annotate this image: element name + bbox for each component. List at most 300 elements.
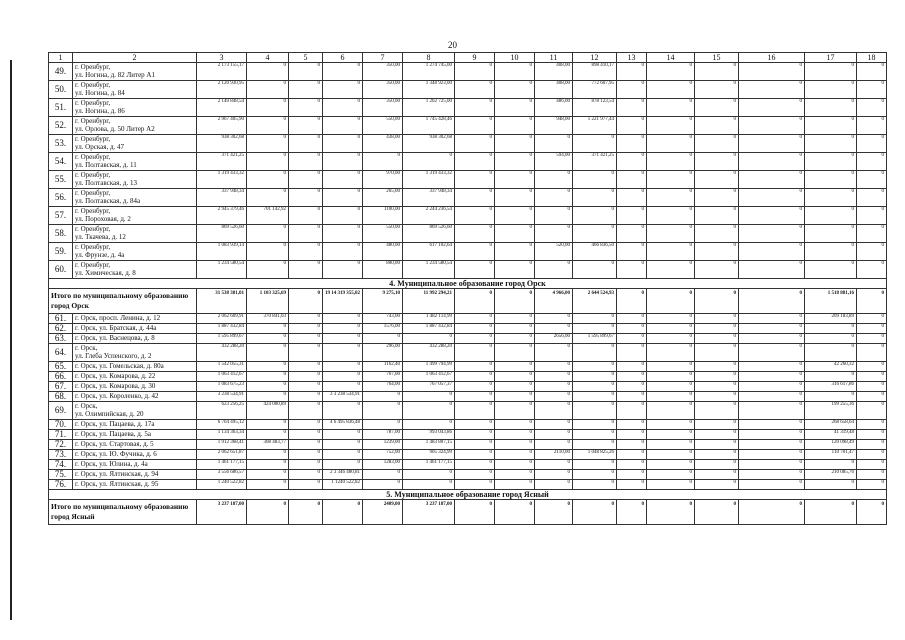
- value-cell: 1 063 412,67: [197, 372, 247, 382]
- value-cell: 0: [495, 420, 535, 430]
- value-cell: 0: [247, 344, 289, 362]
- address-line: ул. Ногина, д. 84: [75, 89, 125, 97]
- column-number: 5: [289, 53, 323, 63]
- value-cell: 0: [695, 460, 739, 470]
- value-cell: 0: [535, 171, 573, 189]
- value-cell: 938 302,68: [197, 135, 247, 153]
- value-cell: 0: [289, 392, 323, 402]
- value-cell: 0: [247, 334, 289, 344]
- value-cell: 0: [695, 81, 739, 99]
- row-number: 63.: [49, 334, 73, 344]
- value-cell: 0: [247, 135, 289, 153]
- value-cell: 0: [363, 470, 403, 480]
- value-cell: 0: [805, 225, 857, 243]
- value-cell: 869 526,60: [197, 225, 247, 243]
- total-value-cell: 0: [455, 289, 495, 314]
- value-cell: 0: [573, 207, 617, 225]
- value-cell: 0: [617, 324, 647, 334]
- table-row: [49, 81, 887, 99]
- value-cell: 800,00: [363, 261, 403, 279]
- value-cell: 0: [573, 402, 617, 420]
- address-cell: [73, 207, 197, 225]
- value-cell: 0: [805, 153, 857, 171]
- value-cell: 6 764 495,12: [197, 420, 247, 430]
- value-cell: 0: [455, 430, 495, 440]
- value-cell: 0: [739, 63, 805, 81]
- value-cell: 0: [495, 392, 535, 402]
- value-cell: 0: [363, 402, 403, 420]
- value-cell: 0: [495, 135, 535, 153]
- value-cell: 0: [289, 334, 323, 344]
- value-cell: 0: [857, 261, 887, 279]
- address-line: г. Оренбург,: [75, 63, 111, 71]
- value-cell: 0: [323, 207, 363, 225]
- address-cell: [73, 480, 197, 490]
- value-cell: 0: [739, 324, 805, 334]
- row-number: 49.: [49, 63, 73, 81]
- value-cell: 0: [857, 450, 887, 460]
- section-heading: 4. Муниципальное образование город Орск: [49, 279, 887, 289]
- value-cell: 0: [617, 372, 647, 382]
- value-cell: 0: [617, 480, 647, 490]
- value-cell: 0: [495, 314, 535, 324]
- value-cell: 0: [247, 420, 289, 430]
- address-cell: [73, 153, 197, 171]
- value-cell: 0: [495, 63, 535, 81]
- value-cell: 0: [363, 480, 403, 490]
- total-value-cell: 0: [289, 289, 323, 314]
- address-line: г. Орск, ул. Гомельская, д. 80а: [75, 362, 164, 370]
- value-cell: 0: [455, 261, 495, 279]
- total-value-cell: 0: [535, 500, 573, 525]
- value-cell: 0: [247, 460, 289, 470]
- value-cell: 0: [403, 420, 455, 430]
- column-number: 7: [363, 53, 403, 63]
- value-cell: 0: [617, 402, 647, 420]
- value-cell: 371 421,25: [197, 153, 247, 171]
- value-cell: 0: [617, 344, 647, 362]
- table-row: [49, 392, 887, 402]
- value-cell: 0: [695, 344, 739, 362]
- total-value-cell: 0: [573, 500, 617, 525]
- value-cell: 0: [647, 99, 695, 117]
- total-value-cell: 31 538 381,01: [197, 289, 247, 314]
- value-cell: 0: [857, 420, 887, 430]
- value-cell: 0: [455, 392, 495, 402]
- table-row: [49, 450, 887, 460]
- value-cell: 1283,00: [363, 460, 403, 470]
- table-row: [49, 470, 887, 480]
- value-cell: 550,00: [363, 117, 403, 135]
- value-cell: 0: [323, 372, 363, 382]
- value-cell: 0: [247, 261, 289, 279]
- value-cell: 898 410,17: [573, 63, 617, 81]
- value-cell: 0: [805, 171, 857, 189]
- value-cell: 0: [535, 362, 573, 372]
- total-value-cell: 0: [495, 289, 535, 314]
- value-cell: 0: [647, 480, 695, 490]
- value-cell: 0: [573, 362, 617, 372]
- value-cell: 0: [289, 207, 323, 225]
- value-cell: 0: [857, 171, 887, 189]
- value-cell: 0: [695, 450, 739, 460]
- value-cell: 0: [739, 402, 805, 420]
- value-cell: 0: [573, 392, 617, 402]
- value-cell: 0: [323, 450, 363, 460]
- column-number: 13: [617, 53, 647, 63]
- value-cell: 0: [289, 225, 323, 243]
- row-number: 61.: [49, 314, 73, 324]
- value-cell: 0: [695, 480, 739, 490]
- address-line: г. Орск, ул. Васнецова, д. 8: [75, 334, 155, 342]
- value-cell: 1 262 725,00: [403, 99, 455, 117]
- value-cell: 0: [695, 362, 739, 372]
- value-cell: 210 085,76: [805, 470, 857, 480]
- value-cell: 0: [857, 460, 887, 470]
- value-cell: 0: [857, 480, 887, 490]
- value-cell: 1 461 177,15: [403, 460, 455, 470]
- total-value-cell: 19 14 319 355,02: [323, 289, 363, 314]
- address-cell: [73, 63, 197, 81]
- row-number: 58.: [49, 225, 73, 243]
- value-cell: 0: [535, 440, 573, 450]
- table-row: [49, 334, 887, 344]
- value-cell: 0: [647, 372, 695, 382]
- value-cell: 0: [455, 402, 495, 420]
- value-cell: 0: [695, 402, 739, 420]
- row-number: 68.: [49, 392, 73, 402]
- value-cell: 0: [739, 314, 805, 324]
- value-cell: 0: [495, 470, 535, 480]
- value-cell: 0: [739, 450, 805, 460]
- address-cell: [73, 243, 197, 261]
- row-number: 72.: [49, 440, 73, 450]
- value-cell: 0: [455, 225, 495, 243]
- column-number: 11: [535, 53, 573, 63]
- address-line: г. Орск,: [75, 402, 98, 410]
- value-cell: 1 595 899,67: [573, 334, 617, 344]
- value-cell: 0: [289, 117, 323, 135]
- value-cell: 0: [289, 135, 323, 153]
- value-cell: 1100,00: [363, 207, 403, 225]
- value-cell: 0: [739, 392, 805, 402]
- value-cell: 0: [573, 189, 617, 207]
- value-cell: 743,00: [363, 314, 403, 324]
- value-cell: 0: [289, 480, 323, 490]
- value-cell: 0: [695, 135, 739, 153]
- table-row: [49, 153, 887, 171]
- value-cell: 0: [247, 372, 289, 382]
- row-number: 52.: [49, 117, 73, 135]
- value-cell: 0: [857, 392, 887, 402]
- value-cell: 767 057,37: [403, 382, 455, 392]
- value-cell: 0: [617, 334, 647, 344]
- value-cell: 520,00: [535, 243, 573, 261]
- value-cell: 0: [739, 207, 805, 225]
- value-cell: 1162,40: [363, 362, 403, 372]
- value-cell: 265,00: [363, 189, 403, 207]
- total-value-cell: 0: [323, 500, 363, 525]
- address-line: ул. Глеба Успенского, д. 2: [75, 352, 152, 360]
- address-line: г. Оренбург,: [75, 171, 111, 179]
- value-cell: 1 319 433,32: [197, 171, 247, 189]
- value-cell: 1 887 432,84: [403, 324, 455, 334]
- value-cell: 0: [647, 392, 695, 402]
- value-cell: 0: [289, 261, 323, 279]
- column-number: 8: [403, 53, 455, 63]
- value-cell: 0: [403, 402, 455, 420]
- value-cell: 0: [535, 344, 573, 362]
- section-heading-row: [49, 490, 887, 500]
- total-value-cell: 0: [739, 500, 805, 525]
- value-cell: 0: [323, 63, 363, 81]
- address-cell: [73, 470, 197, 480]
- value-cell: 2 244 236,54: [403, 207, 455, 225]
- value-cell: 0: [695, 430, 739, 440]
- total-value-cell: 9 275,10: [363, 289, 403, 314]
- address-line: г. Орск, ул. Комарова, д. 30: [75, 382, 156, 390]
- value-cell: 0: [695, 243, 739, 261]
- value-cell: 0: [805, 460, 857, 470]
- total-value-cell: 0: [739, 289, 805, 314]
- value-cell: 0: [695, 440, 739, 450]
- column-number: 15: [695, 53, 739, 63]
- value-cell: 0: [739, 99, 805, 117]
- value-cell: 0: [455, 372, 495, 382]
- value-cell: 2 062 609,91: [197, 314, 247, 324]
- value-cell: 0: [363, 392, 403, 402]
- column-number: 12: [573, 53, 617, 63]
- value-cell: 0: [739, 225, 805, 243]
- value-cell: 0: [289, 314, 323, 324]
- address-cell: [73, 261, 197, 279]
- value-cell: 308 483,77: [247, 440, 289, 450]
- value-cell: 0: [455, 460, 495, 470]
- value-cell: 480,00: [363, 243, 403, 261]
- address-cell: [73, 344, 197, 362]
- table-row: [49, 480, 887, 490]
- total-value-cell: 1 103 325,69: [247, 289, 289, 314]
- value-cell: 0: [857, 117, 887, 135]
- address-cell: [73, 430, 197, 440]
- value-cell: 0: [695, 117, 739, 135]
- value-cell: 993 043,86: [403, 430, 455, 440]
- value-cell: 0: [495, 344, 535, 362]
- value-cell: 0: [739, 171, 805, 189]
- value-cell: 0: [323, 314, 363, 324]
- value-cell: 0: [323, 344, 363, 362]
- address-line: г. Оренбург,: [75, 81, 111, 89]
- value-cell: 2110,00: [535, 450, 573, 460]
- table-row: [49, 324, 887, 334]
- value-cell: 2 967 405,90: [197, 117, 247, 135]
- value-cell: 0: [857, 324, 887, 334]
- section-heading-row: [49, 279, 887, 289]
- value-cell: 0: [323, 135, 363, 153]
- address-line: г. Орск, ул. Комарова, д. 22: [75, 372, 156, 380]
- table-row: [49, 314, 887, 324]
- value-cell: 0: [739, 81, 805, 99]
- value-cell: 0: [739, 382, 805, 392]
- value-cell: 0: [617, 63, 647, 81]
- value-cell: 0: [647, 63, 695, 81]
- column-number: 10: [495, 53, 535, 63]
- value-cell: 0: [617, 392, 647, 402]
- value-cell: 0: [323, 261, 363, 279]
- data-table: [48, 52, 887, 525]
- value-cell: 1 1240 522,82: [323, 480, 363, 490]
- value-cell: 0: [535, 372, 573, 382]
- value-cell: 0: [647, 450, 695, 460]
- value-cell: 0: [695, 382, 739, 392]
- value-cell: 0: [247, 63, 289, 81]
- column-number-row: [49, 53, 887, 63]
- total-value-cell: 0: [617, 500, 647, 525]
- total-value-cell: 0: [857, 289, 887, 314]
- value-cell: 905 324,99: [403, 450, 455, 460]
- value-cell: 0: [247, 430, 289, 440]
- value-cell: 0: [857, 314, 887, 324]
- value-cell: 938 302,68: [403, 135, 455, 153]
- value-cell: 0: [647, 117, 695, 135]
- value-cell: 1 499 794,99: [403, 362, 455, 372]
- value-cell: 0: [739, 153, 805, 171]
- table-row: [49, 382, 887, 392]
- value-cell: 1 240 522,82: [197, 480, 247, 490]
- value-cell: 0: [535, 430, 573, 440]
- value-cell: 0: [857, 344, 887, 362]
- value-cell: 0: [323, 81, 363, 99]
- value-cell: 0: [857, 81, 887, 99]
- column-number: 9: [455, 53, 495, 63]
- value-cell: 0: [647, 460, 695, 470]
- value-cell: 0: [535, 314, 573, 324]
- address-cell: [73, 450, 197, 460]
- value-cell: 2 945 379,46: [197, 207, 247, 225]
- table-row: [49, 243, 887, 261]
- row-number: 65.: [49, 362, 73, 372]
- value-cell: 0: [647, 225, 695, 243]
- value-cell: 110 701,47: [805, 450, 857, 460]
- value-cell: 0: [363, 420, 403, 430]
- value-cell: 0: [535, 207, 573, 225]
- value-cell: 0: [617, 440, 647, 450]
- value-cell: 0: [573, 225, 617, 243]
- value-cell: 0: [857, 362, 887, 372]
- address-line: ул. Полтавская, д. 13: [75, 179, 137, 187]
- value-cell: 0: [647, 430, 695, 440]
- value-cell: 0: [289, 460, 323, 470]
- value-cell: 0: [323, 402, 363, 420]
- value-cell: 0: [495, 372, 535, 382]
- row-number: 55.: [49, 171, 73, 189]
- column-number: 3: [197, 53, 247, 63]
- value-cell: 3 238 534,91: [197, 392, 247, 402]
- value-cell: 2 140 848,54: [197, 99, 247, 117]
- value-cell: 0: [323, 460, 363, 470]
- value-cell: 0: [573, 440, 617, 450]
- value-cell: 0: [617, 314, 647, 324]
- value-cell: 337 948,34: [403, 189, 455, 207]
- value-cell: 1 461 177,15: [197, 460, 247, 470]
- value-cell: 0: [573, 372, 617, 382]
- total-value-cell: 0: [289, 500, 323, 525]
- value-cell: 0: [247, 117, 289, 135]
- value-cell: 0: [739, 362, 805, 372]
- value-cell: 0: [573, 382, 617, 392]
- value-cell: 0: [495, 99, 535, 117]
- value-cell: 550,00: [363, 225, 403, 243]
- address-line: г. Оренбург,: [75, 243, 111, 251]
- value-cell: 0: [617, 470, 647, 480]
- value-cell: 0: [857, 382, 887, 392]
- total-value-cell: 2 644 524,93: [573, 289, 617, 314]
- value-cell: 0: [805, 392, 857, 402]
- value-cell: 0: [857, 470, 887, 480]
- table-row: [49, 117, 887, 135]
- value-cell: 0: [247, 382, 289, 392]
- value-cell: 0: [805, 243, 857, 261]
- total-value-cell: 0: [857, 500, 887, 525]
- total-value-cell: 11 992 294,21: [403, 289, 455, 314]
- value-cell: 0: [647, 362, 695, 372]
- value-cell: 0: [289, 440, 323, 450]
- row-number: 62.: [49, 324, 73, 334]
- address-line: г. Орск, ул. Ю. Фучика, д. 6: [75, 450, 157, 458]
- total-value-cell: 0: [695, 500, 739, 525]
- value-cell: 0: [455, 344, 495, 362]
- value-cell: 0: [247, 392, 289, 402]
- address-cell: [73, 99, 197, 117]
- value-cell: 0: [455, 81, 495, 99]
- row-number: 69.: [49, 402, 73, 420]
- value-cell: 0: [647, 81, 695, 99]
- value-cell: 0: [289, 344, 323, 362]
- value-cell: 0: [289, 171, 323, 189]
- value-cell: 0: [289, 372, 323, 382]
- column-number: 2: [73, 53, 197, 63]
- value-cell: 617 102,64: [403, 243, 455, 261]
- value-cell: 0: [535, 261, 573, 279]
- address-cell: [73, 420, 197, 430]
- value-cell: 0: [535, 460, 573, 470]
- address-cell: [73, 460, 197, 470]
- address-line: ул. Олимпийская, д. 20: [75, 410, 144, 418]
- value-cell: 0: [495, 189, 535, 207]
- table-row: [49, 362, 887, 372]
- value-cell: 0: [323, 225, 363, 243]
- value-cell: 0: [739, 460, 805, 470]
- value-cell: 337 948,34: [197, 189, 247, 207]
- section-heading: 5. Муниципальное образование город Ясный: [49, 490, 887, 500]
- value-cell: 0: [617, 207, 647, 225]
- value-cell: 0: [289, 470, 323, 480]
- value-cell: 199 255,36: [805, 402, 857, 420]
- value-cell: 0: [247, 171, 289, 189]
- value-cell: 486,00: [535, 99, 573, 117]
- address-line: г. Орск, ул. Братская, д. 44а: [75, 324, 157, 332]
- row-number: 73.: [49, 450, 73, 460]
- value-cell: 0: [535, 324, 573, 334]
- value-cell: 0: [495, 261, 535, 279]
- value-cell: 0: [495, 207, 535, 225]
- value-cell: 0: [647, 207, 695, 225]
- value-cell: 0: [495, 362, 535, 372]
- value-cell: 948,00: [535, 117, 573, 135]
- address-line: ул. Пороховая, д. 2: [75, 215, 131, 223]
- value-cell: 0: [455, 450, 495, 460]
- value-cell: 0: [647, 153, 695, 171]
